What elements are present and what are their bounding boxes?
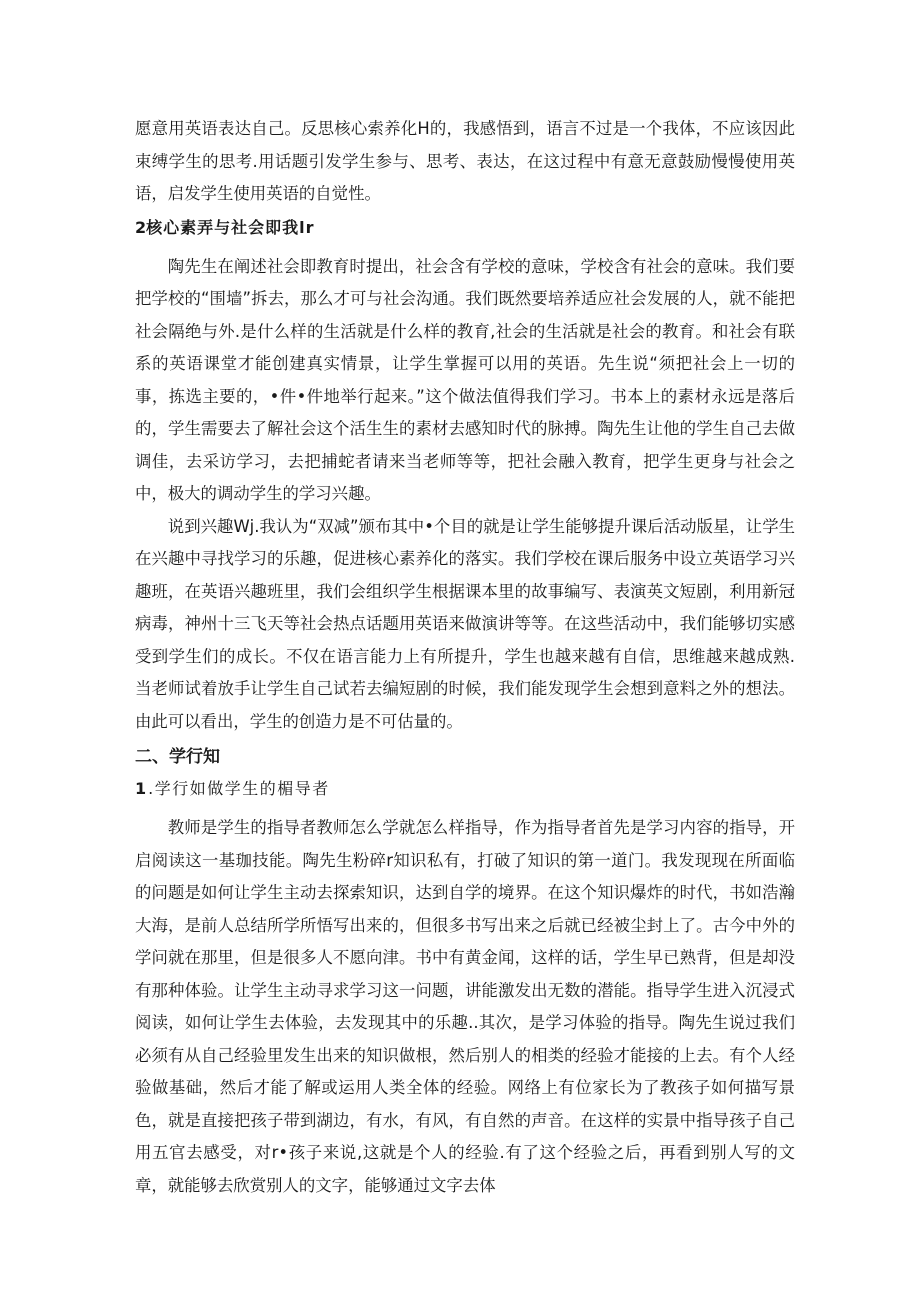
section-heading-1-number: 1 — [135, 779, 149, 798]
paragraph-continued: 愿意用英语表达自己。反思核心索养化H的，我感悟到，语言不过是一个我体，不应该因此束缚学生的思考.用话题引发学生参与、思考、表达，在这过程中有意无意鼓励慢慢使用英语，启发学生使用英语的自觉性。 — [135, 119, 795, 203]
section-heading-1 — [135, 775, 795, 803]
paragraph-teacher-guide: 教师是学生的指导者教师怎么学就怎么样指导，作为指导者首先是学习内容的指导，开启阅读这一基珈技能。陶先生粉碎r知识私有，打破了知识的第一道门。我发现现在所面临的问题是如何让学生主动去探索知识，达到自学的境界。在这个知识爆炸的时代，书如浩瀚大海，是前人总结所学所悟写出来的，但很多书写出来之后就已经被尘封上了。古今中外的学问就在那里，但是很多人不愿向津。书中有黄金闻，这样的话，学生早已熟背，但是却没有那种体验。让学生主动寻求学习这一问题，讲能激发出无数的潜能。指导学生进入沉浸式阅读，如何让学生去体验，去发现其中的乐趣..其次，是学习体验的指导。陶先生说过我们必须有从自己经验里发生出来的知识做根，然后别人的相类的经验才能接的上去。有个人经验做基础，然后才能了解或运用人类全体的经验。网络上有位家长为了教孩子如何描写景色，就是直接把孩子带到湖边，有水，有风，有自然的声音。在这样的实景中指导孩子自己用五官去感受，对r•孩子来说,这就是个人的经验.有了这个经验之后，再看到别人写的文章，就能够去欣赏别人的文字，能够通过文字去体 — [135, 818, 795, 1195]
paragraph-social-education: 陶先生在阐述社会即教育时提出，社会含有学校的意味，学校含有社会的意味。我们要把学校的“围墙”拆去，那么才可与社会沟通。我们既然要培养适应社会发展的人，就不能把社会隔绝与外.是什么样的生活就是什么样的教育,社会的生活就是社会的教育。和社会有联系的英语课堂才能创建真实情景，让学生掌握可以用的英语。先生说“须把社会上一切的事，拣选主要的，•件•件地举行起来。”这个做法值得我们学习。书本上的素材永远是落后的，学生需要去了解社会这个活生生的素材去感知时代的脉搏。陶先生让他的学生自己去做调佳，去采访学习，去把捕蛇者请来当老师等等，把社会融入教育，把学生更身与社会之中，极大的调动学生的学习兴趣。 — [135, 256, 795, 503]
section-heading-2-number: 2 — [135, 217, 147, 237]
section-heading-2-text: 核心素弄与社会即我lr — [146, 217, 315, 237]
document-body — [135, 113, 795, 1202]
section-heading-1-text: .学行如做学生的楣导者 — [148, 779, 330, 798]
section-heading-2 — [135, 214, 795, 242]
paragraph-interest: 说到兴趣Wj.我认为“双减”颁布其中•个目的就是让学生能够提升课后活动版星，让学生在兴趣中寻找学习的乐趣，促进核心素养化的落实。我们学校在课后服务中设立英语学习兴趣班，在英语兴趣班里，我们会组织学生根据课本里的故事编写、表演英文短剧，利用新冠病毒，神州十三飞天等社会热点话题用英语来做演讲等等。在这些活动中，我们能够切实感受到学生们的成长。不仅在语言能力上有所提升，学生也越来越有自信，思维越来越成熟.当老师试着放手让学生自己试若去编短剧的时候，我们能发现学生会想到意料之外的想法。由此可以看出，学生的创造力是不可估量的。 — [135, 516, 795, 731]
chapter-heading: 二、学行知 — [135, 747, 220, 767]
